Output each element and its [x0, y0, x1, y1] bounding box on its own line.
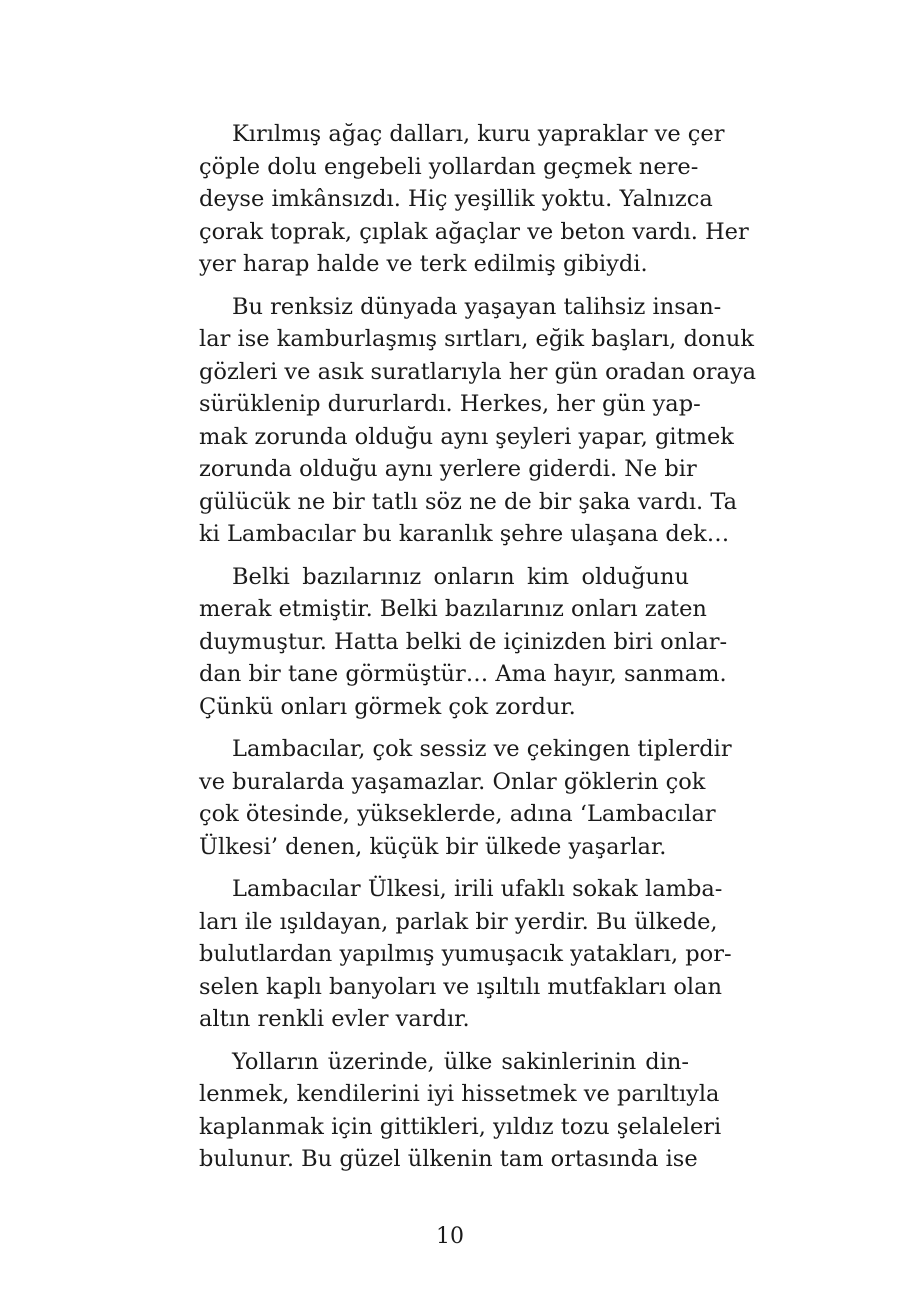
- text-line: çok ötesinde, yükseklerde, adına ‘Lambacılar: [199, 801, 716, 827]
- text-line: Yolların üzerinde, ülke sakinlerinin din-: [232, 1048, 689, 1075]
- text-line: altın renkli evler vardır.: [199, 1006, 470, 1032]
- page-number: 10: [436, 1224, 464, 1249]
- text-line: Lambacılar, çok sessiz ve çekingen tiplerdir: [232, 736, 732, 762]
- text-line: ları ile ışıldayan, parlak bir yerdir. Bu ülkede,: [199, 908, 718, 935]
- text-line: yer harap halde ve terk edilmiş gibiydi.: [199, 251, 648, 277]
- text-line: Bu renksiz dünyada yaşayan talihsiz insan-: [232, 293, 722, 320]
- text-line: deyse imkânsızdı. Hiç yeşillik yoktu. Yalnızca: [199, 186, 713, 212]
- text-line: bulutlardan yapılmış yumuşacık yatakları, por-: [199, 941, 732, 967]
- text-line: mak zorunda olduğu aynı şeyleri yapar, gitmek: [199, 423, 734, 450]
- paragraph-1: [199, 118, 749, 281]
- text-line: Belki bazılarınız onların kim olduğunu: [232, 563, 689, 590]
- text-line: duymuştur. Hatta belki de içinizden biri onlar-: [199, 628, 728, 655]
- text-line: kaplanmak için gittikleri, yıldız tozu şelaleleri: [199, 1113, 722, 1140]
- text-line: zorunda olduğu aynı yerlere giderdi. Ne bir: [199, 456, 697, 482]
- paragraph-3: [199, 561, 728, 724]
- paragraph-6: [199, 1046, 722, 1176]
- text-line: çöple dolu engebeli yollardan geçmek nere-: [199, 153, 699, 180]
- text-line: Çünkü onları görmek çok zordur.: [199, 693, 576, 720]
- text-line: Kırılmış ağaç dalları, kuru yapraklar ve çer: [232, 121, 725, 147]
- text-line: Ülkesi’ denen, küçük bir ülkede yaşarlar.: [199, 833, 667, 860]
- paragraph-2: [199, 291, 757, 551]
- text-line: Lambacılar Ülkesi, irili ufaklı sokak lamba-: [232, 876, 723, 902]
- paragraph-5: [199, 873, 732, 1036]
- text-line: lenmek, kendilerini iyi hissetmek ve parıltıyla: [199, 1081, 720, 1107]
- paragraph-4: [199, 733, 732, 863]
- text-line: sürüklenip dururlardı. Herkes, her gün yap-: [199, 391, 701, 417]
- text-line: lar ise kamburlaşmış sırtları, eğik başları, donuk: [199, 326, 755, 352]
- page-body: [199, 118, 757, 1186]
- text-line: bulunur. Bu güzel ülkenin tam ortasında ise: [199, 1146, 698, 1172]
- text-line: ki Lambacılar bu karanlık şehre ulaşana dek…: [199, 521, 730, 547]
- text-line: merak etmiştir. Belki bazılarınız onları zaten: [199, 596, 707, 622]
- text-line: selen kaplı banyoları ve ışıltılı mutfakları olan: [199, 973, 722, 1000]
- text-line: çorak toprak, çıplak ağaçlar ve beton vardı. Her: [199, 218, 749, 245]
- text-line: gözleri ve asık suratlarıyla her gün oradan oraya: [199, 358, 757, 385]
- text-line: dan bir tane görmüştür… Ama hayır, sanmam.: [199, 661, 727, 687]
- text-line: ve buralarda yaşamazlar. Onlar göklerin çok: [199, 768, 706, 795]
- text-line: gülücük ne bir tatlı söz ne de bir şaka vardı. Ta: [199, 488, 738, 515]
